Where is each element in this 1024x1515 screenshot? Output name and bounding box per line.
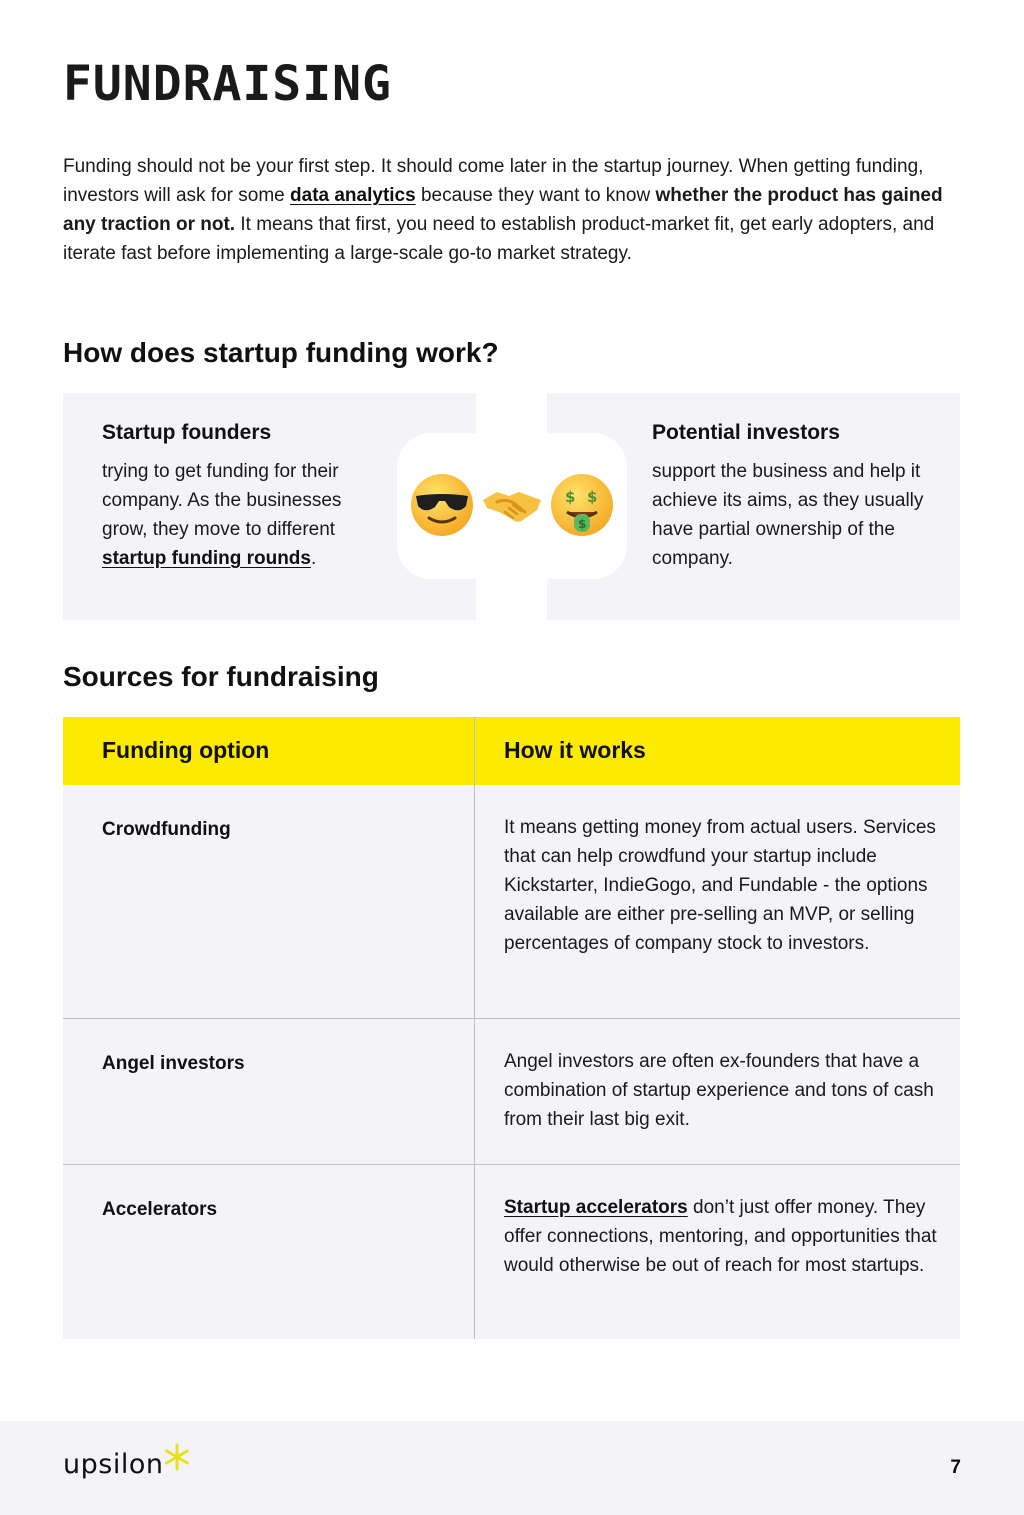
row-description: Angel investors are often ex-founders that have a combination of startup experience and tons of cash from their last big exit. (504, 1051, 934, 1130)
svg-text:$: $ (587, 488, 598, 506)
row-option-crowdfunding: Crowdfunding (102, 819, 231, 840)
table-row (63, 785, 960, 1019)
table-header (63, 717, 960, 785)
footer (0, 1421, 1024, 1515)
header-funding-option: Funding option (102, 737, 270, 763)
table-row (63, 1019, 960, 1165)
data-analytics-link[interactable]: data analytics (290, 185, 416, 206)
upsilon-logo: upsilon (63, 1449, 164, 1480)
potential-investors-title: Potential investors (652, 421, 840, 444)
intro-paragraph (63, 152, 943, 268)
row-option-angel-investors: Angel investors (102, 1053, 245, 1074)
row-description (504, 1193, 944, 1280)
section-heading-sources: Sources for fundraising (63, 661, 379, 692)
svg-text:$: $ (578, 517, 587, 531)
intro-text-3: It means that first, you need to establish product-market fit, get early adopters, and iterate fast before implementing a large-scale go-to market strategy. (63, 214, 935, 264)
money-mouth-face-icon (549, 472, 615, 538)
asterisk-logo-icon (163, 1443, 191, 1471)
column-divider (474, 717, 475, 1339)
intro-text-1: Funding should not be your first step. It should come later in the startup journey. When getting funding, investors will ask for some (63, 156, 924, 206)
startup-founders-text (102, 457, 392, 573)
table-row (63, 1165, 960, 1339)
intro-text-2: because they want to know (415, 185, 656, 206)
row-description: It means getting money from actual users. Services that can help crowdfund your startup include Kickstarter, IndieGogo, and Fundable - the options available are either pre-selling an MVP, or selling percentages of company stock to investors. (504, 817, 936, 954)
smiling-face-with-sunglasses-icon (409, 472, 475, 538)
intro-bold-text: whether the product has gained any traction or not. (63, 185, 943, 235)
founders-description: trying to get funding for their company. As the businesses grow, they move to different (102, 461, 342, 540)
section-heading-how-funding-works: How does startup funding work? (63, 337, 499, 368)
header-how-it-works: How it works (504, 737, 646, 763)
startup-founders-title: Startup founders (102, 421, 272, 444)
founders-tail: . (310, 548, 317, 569)
startup-funding-rounds-link[interactable]: startup funding rounds (102, 548, 311, 569)
svg-text:$: $ (565, 488, 576, 506)
row-option-accelerators: Accelerators (102, 1199, 218, 1220)
page-number: 7 (950, 1457, 961, 1478)
potential-investors-text: support the business and help it achieve its aims, as they usually have partial ownership of the company. (652, 461, 924, 569)
emoji-card (397, 433, 627, 579)
startup-accelerators-link[interactable]: Startup accelerators (504, 1197, 688, 1218)
accelerators-description: don’t just offer money. They offer connections, mentoring, and opportunities that would otherwise be out of reach for most startups. (504, 1197, 937, 1276)
handshake-icon (479, 472, 545, 538)
page-title: FUNDRAISING (63, 56, 392, 112)
